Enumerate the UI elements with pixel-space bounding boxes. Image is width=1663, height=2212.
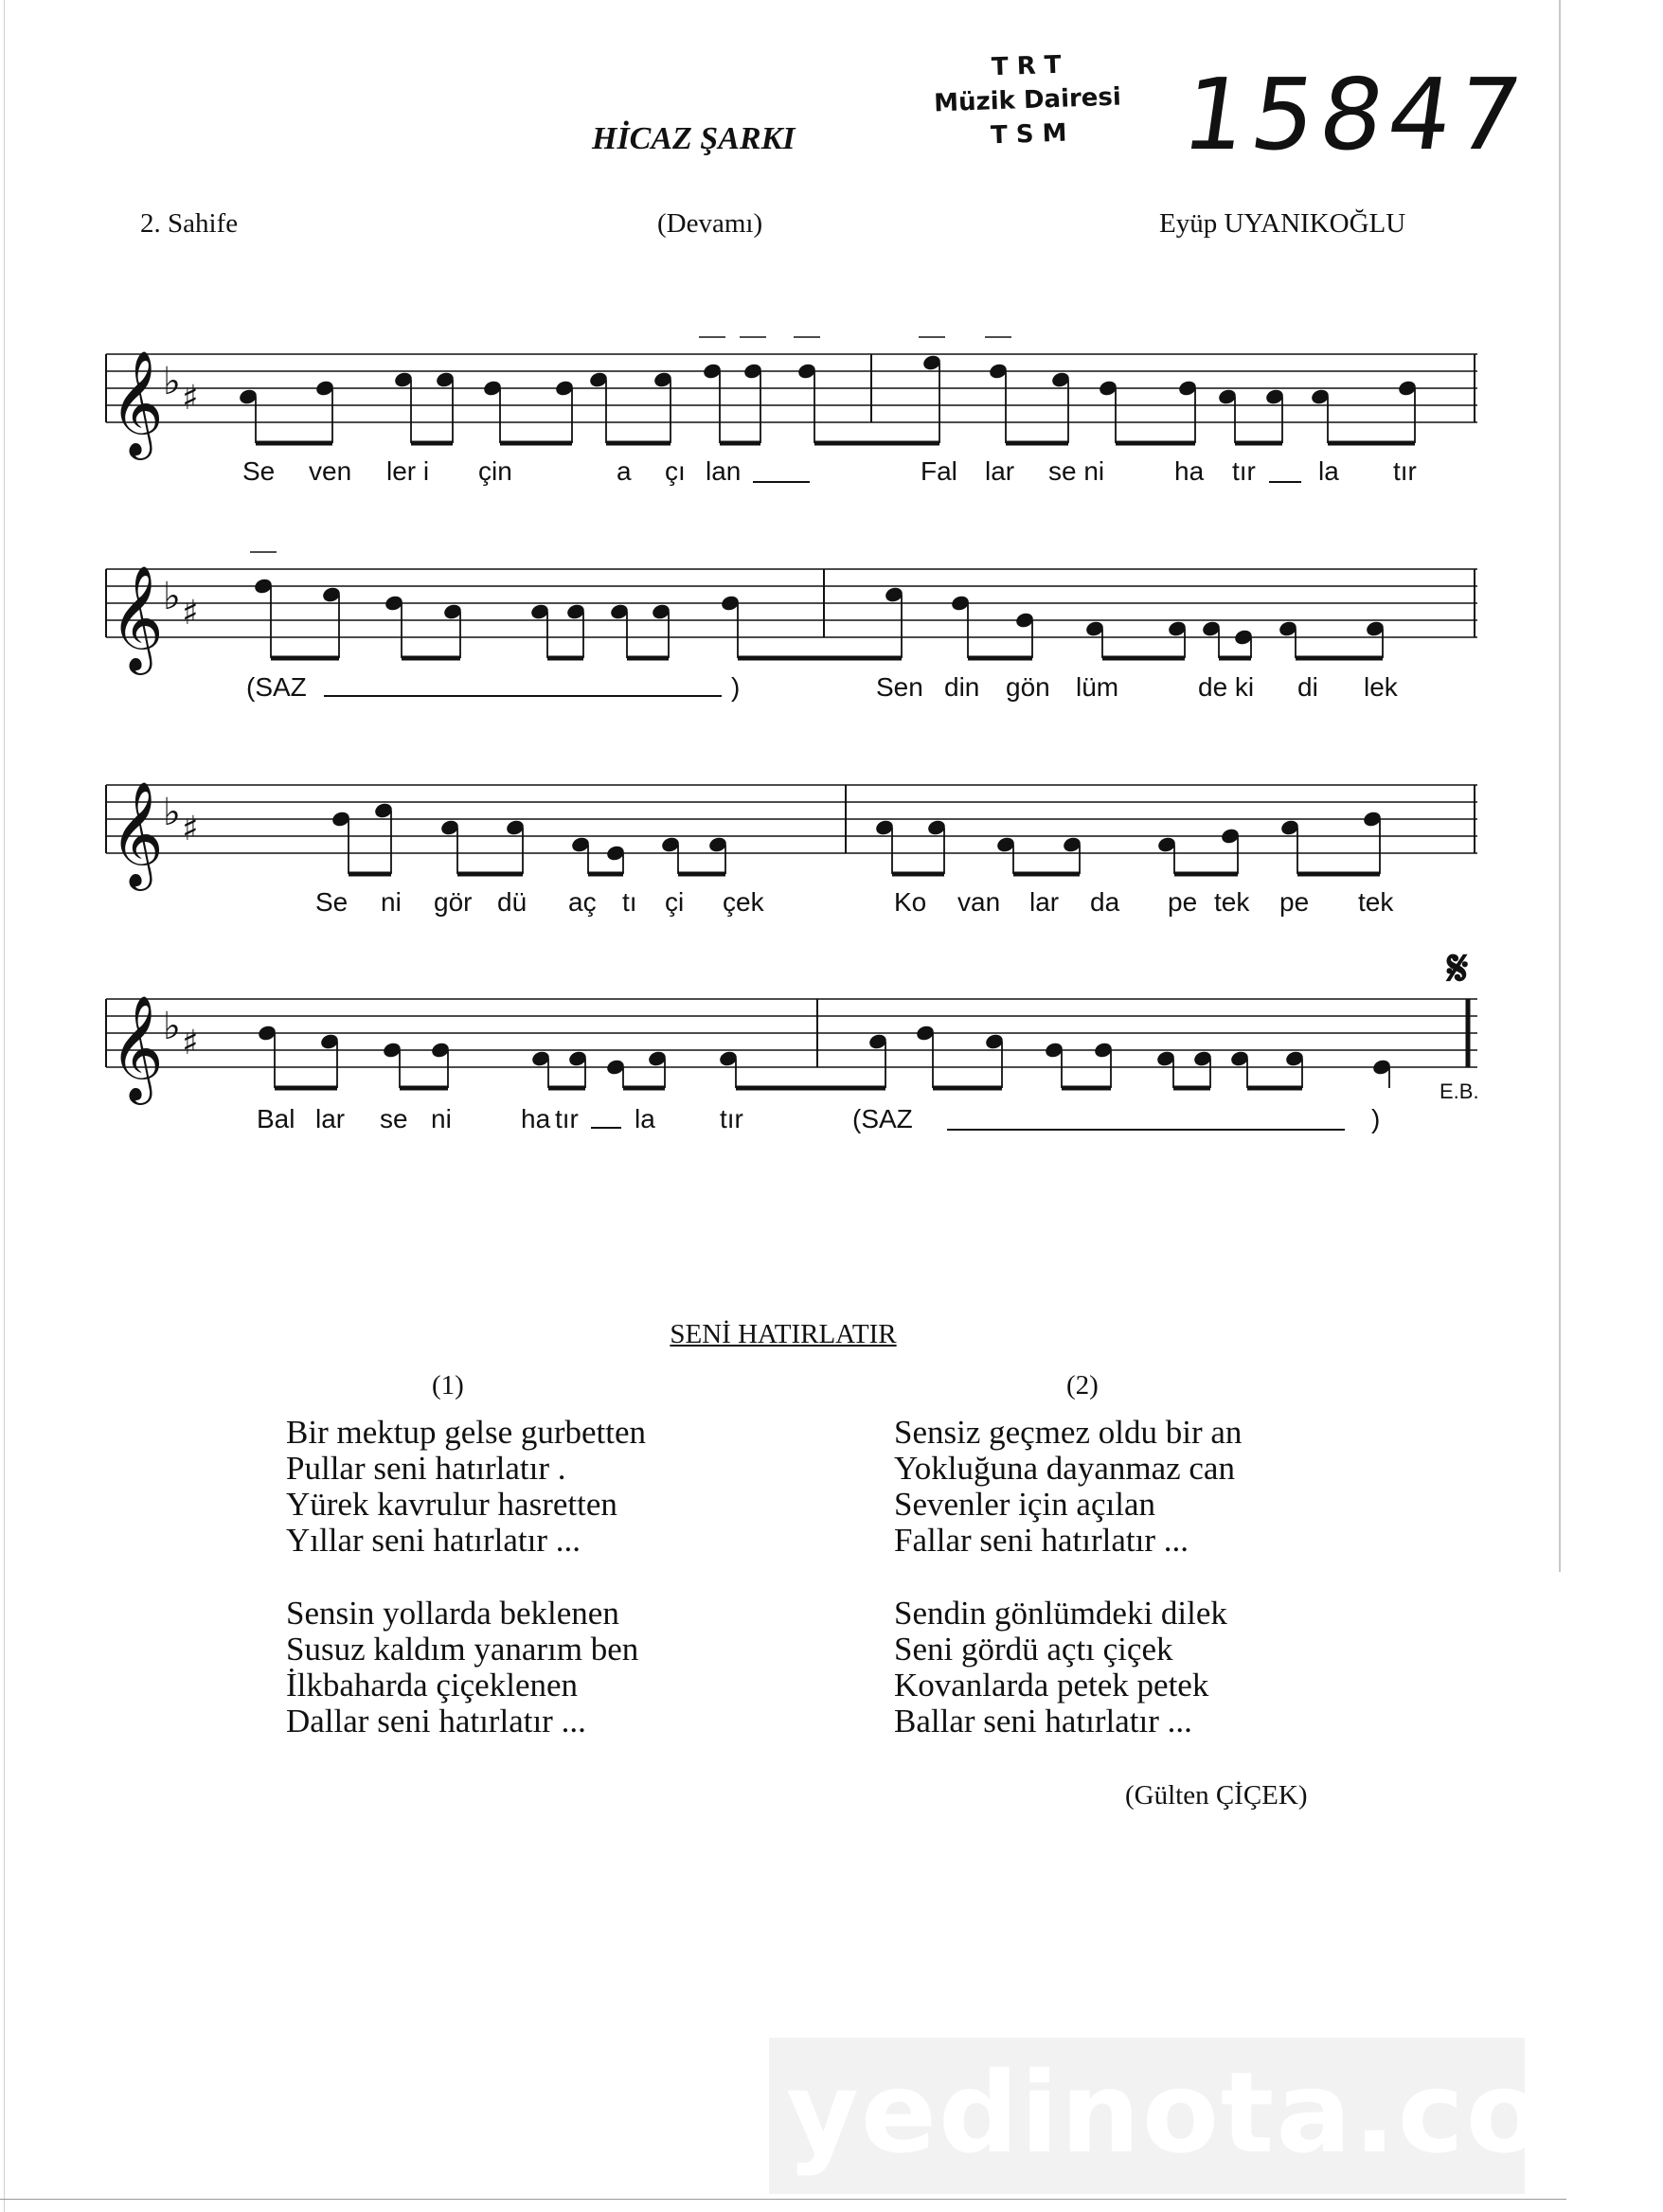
lyric-syllable: se	[380, 1104, 408, 1133]
song-title: HİCAZ ŞARKI	[592, 121, 796, 156]
verse-line: Bir mektup gelse gurbetten	[286, 1414, 647, 1451]
composer: Eyüp UYANIKOĞLU	[1159, 208, 1406, 239]
lyric-syllable: gör	[434, 887, 473, 917]
lyric-syllable: la	[1318, 456, 1339, 486]
lyric-syllable: tır	[720, 1104, 743, 1133]
lyric-syllable: lan	[706, 456, 742, 486]
verse-line: Yürek kavrulur hasretten	[286, 1486, 617, 1523]
sharp-sign: ♯	[182, 594, 199, 633]
saz-line	[324, 695, 722, 697]
saz-label: (SAZ	[246, 672, 307, 702]
lyric-syllable: ler i	[386, 456, 430, 486]
lyric-syllable: Bal	[257, 1104, 295, 1133]
treble-clef: 𝄞	[110, 349, 164, 455]
verse-line: Sensiz geçmez oldu bir an	[894, 1414, 1243, 1451]
lyric-syllable: ven	[309, 456, 352, 486]
lyric-syllable: ha	[521, 1104, 551, 1133]
lyric-syllable: çek	[723, 887, 764, 917]
sharp-sign: ♯	[182, 810, 199, 848]
lyric-syllable: Sen	[876, 672, 923, 702]
saz-close: )	[731, 672, 741, 702]
verse-line: Susuz kaldım yanarım ben	[286, 1631, 639, 1668]
verse-line: Yokluğuna dayanmaz can	[894, 1450, 1235, 1487]
watermark	[769, 2038, 1663, 2194]
lyric-syllable: Se	[242, 456, 276, 486]
stanza-1-2	[286, 1596, 638, 1739]
lyric-syllable: tı	[622, 887, 637, 917]
verse-line: Sevenler için açılan	[894, 1486, 1155, 1523]
verse-line: Ballar seni hatırlatır ...	[894, 1703, 1192, 1739]
lyric-syllable: çı	[665, 456, 686, 486]
lyric-syllable: tır	[1232, 456, 1256, 486]
verse-line: Sensin yollarda beklenen	[286, 1595, 619, 1632]
sharp-sign: ♯	[182, 1024, 199, 1062]
lyric-syllable: la	[635, 1104, 655, 1133]
column-1-label: (1)	[432, 1370, 464, 1400]
treble-clef: 𝄞	[110, 780, 164, 886]
lyricist: (Gülten ÇİÇEK)	[1125, 1780, 1308, 1811]
saz-label: (SAZ	[852, 1104, 913, 1133]
lyric-syllable: dü	[497, 887, 528, 917]
lyric-syllable: lar	[1029, 887, 1060, 917]
saz-line	[947, 1129, 1345, 1131]
stanza-2-1	[894, 1415, 1242, 1559]
lyric-syllable: Ko	[894, 887, 927, 917]
verse-line: Yıllar seni hatırlatır ...	[286, 1522, 581, 1559]
treble-clef: 𝄞	[110, 564, 164, 670]
lyric-syllable: van	[957, 887, 1001, 917]
lyric-syllable: lar	[985, 456, 1015, 486]
treble-clef: 𝄞	[110, 994, 164, 1100]
lyric-syllable: Fal	[921, 456, 957, 486]
column-2-label: (2)	[1066, 1370, 1099, 1400]
lyric-syllable: lar	[315, 1104, 346, 1133]
stamp-line-2: Müzik Dairesi	[933, 82, 1122, 118]
extender-line	[591, 1127, 621, 1129]
arranger-initials: E.B.	[1439, 1079, 1479, 1103]
continued-label: (Devamı)	[657, 208, 763, 239]
lyric-syllable: tır	[555, 1104, 579, 1133]
watermark-text: yedinota.com	[786, 2047, 1663, 2178]
lyric-syllable: aç	[568, 887, 597, 917]
verse-line: Kovanlarda petek petek	[894, 1667, 1209, 1704]
verse-line: Seni gördü açtı çiçek	[894, 1631, 1173, 1668]
segno-sign: 𝄋	[1447, 940, 1469, 997]
lyric-syllable: pe	[1168, 887, 1198, 917]
extender-line	[1269, 481, 1301, 483]
stamp-line-1: T R T	[991, 50, 1063, 82]
stamp-line-3: T S M	[990, 118, 1067, 151]
flat-sign: ♭	[163, 575, 181, 618]
lyric-syllable: tek	[1358, 887, 1394, 917]
verse-line: İlkbaharda çiçeklenen	[286, 1667, 579, 1704]
lyric-syllable: tır	[1393, 456, 1417, 486]
extender-line	[753, 481, 810, 483]
lyric-syllable: pe	[1279, 887, 1310, 917]
verse-line: Fallar seni hatırlatır ...	[894, 1522, 1189, 1559]
verse-line: Sendin gönlümdeki dilek	[894, 1595, 1227, 1632]
lyric-syllable: ni	[431, 1104, 452, 1133]
verse-line: Pullar seni hatırlatır .	[286, 1450, 566, 1487]
sharp-sign: ♯	[182, 379, 199, 418]
lyric-syllable: se ni	[1048, 456, 1105, 486]
lyric-syllable: ha	[1174, 456, 1205, 486]
archive-number: 15847	[1175, 57, 1534, 172]
stanza-1-1	[286, 1415, 646, 1559]
verse-line: Dallar seni hatırlatır ...	[286, 1703, 586, 1739]
page-edge-bottom	[0, 2199, 1566, 2200]
lyric-syllable: de ki	[1198, 672, 1255, 702]
lyric-syllable: ni	[381, 887, 402, 917]
lyric-syllable: a	[617, 456, 632, 486]
poem-title: SENİ HATIRLATIR	[670, 1319, 897, 1349]
lyric-syllable: gön	[1006, 672, 1050, 702]
flat-sign: ♭	[163, 791, 181, 834]
lyric-syllable: din	[944, 672, 980, 702]
lyric-syllable: Se	[315, 887, 349, 917]
stanza-2-2	[894, 1596, 1227, 1739]
flat-sign: ♭	[163, 360, 181, 403]
lyric-syllable: da	[1090, 887, 1120, 917]
lyric-syllable: tek	[1214, 887, 1250, 917]
lyric-syllable: di	[1297, 672, 1318, 702]
saz-close: )	[1371, 1104, 1381, 1133]
lyric-syllable: lek	[1364, 672, 1398, 702]
lyric-syllable: çi	[665, 887, 685, 917]
page-label: 2. Sahife	[140, 208, 239, 239]
flat-sign: ♭	[163, 1005, 181, 1048]
lyric-syllable: lüm	[1076, 672, 1119, 702]
lyric-syllable: çin	[478, 456, 512, 486]
